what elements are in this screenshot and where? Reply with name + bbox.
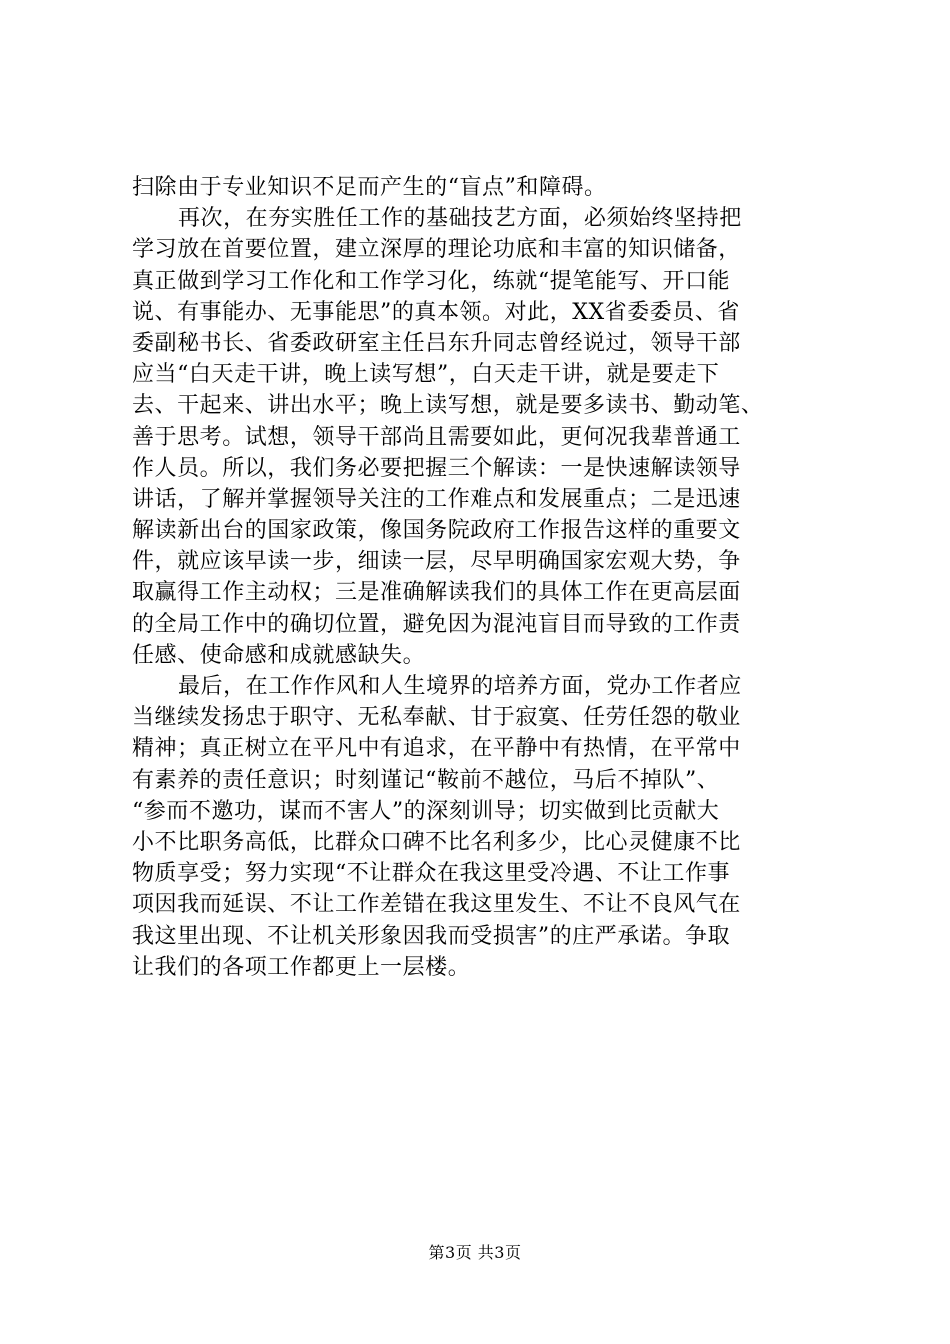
body-text bbox=[132, 172, 832, 983]
text-line: 再次，在夯实胜任工作的基础技艺方面，必须始终坚持把 bbox=[178, 206, 742, 232]
text-line: 让我们的各项工作都更上一层楼。 bbox=[132, 954, 471, 980]
text-line: 委副秘书长、省委政研室主任吕东升同志曾经说过，领导干部 bbox=[132, 330, 741, 356]
text-line: 项因我而延误、不让工作差错在我这里发生、不让不良风气在 bbox=[132, 892, 741, 918]
text-line: 任感、使命感和成就感缺失。 bbox=[132, 642, 426, 668]
page-footer: 第3页 共3页 bbox=[428, 1243, 522, 1262]
text-line: 真正做到学习工作化和工作学习化，练就“提笔能写、开口能 bbox=[132, 268, 731, 294]
text-line: 最后，在工作作风和人生境界的培养方面，党办工作者应 bbox=[178, 674, 742, 699]
text-line: 作人员。所以，我们务必要把握三个解读：一是快速解读领导 bbox=[132, 455, 741, 481]
text-line: 我这里出现、不让机关形象因我而受损害”的庄严承诺。争取 bbox=[132, 923, 731, 949]
text-line: 解读新出台的国家政策，像国务院政府工作报告这样的重要文 bbox=[132, 518, 741, 544]
text-line: 有素养的责任意识；时刻谨记“鞍前不越位，马后不掉队”、 bbox=[132, 767, 720, 793]
text-line: 小不比职务高低，比群众口碑不比名利多少，比心灵健康不比 bbox=[132, 829, 741, 855]
text-line: 的全局工作中的确切位置，避免因为混沌盲目而导致的工作责 bbox=[132, 611, 741, 637]
text-line: 物质享受；努力实现“不让群众在我这里受冷遇、不让工作事 bbox=[132, 861, 731, 887]
text-line: 去、干起来、讲出水平；晚上读写想，就是要多读书、勤动笔、 bbox=[132, 393, 764, 419]
text-line: 应当“白天走干讲，晚上读写想”，白天走干讲，就是要走下 bbox=[132, 362, 720, 388]
text-line: 件，就应该早读一步，细读一层，尽早明确国家宏观大势，争 bbox=[132, 549, 741, 575]
text-line: “参而不邀功，谋而不害人”的深刻训导；切实做到比贡献大 bbox=[132, 798, 720, 824]
text-line: 说、有事能办、无事能思”的真本领。对此，XX省委委员、省 bbox=[132, 299, 740, 325]
text-line: 精神；真正树立在平凡中有追求，在平静中有热情，在平常中 bbox=[132, 736, 741, 762]
text-line: 善于思考。试想，领导干部尚且需要如此，更何况我辈普通工 bbox=[132, 424, 741, 450]
text-line: 讲话，了解并掌握领导关注的工作难点和发展重点；二是迅速 bbox=[132, 486, 741, 512]
text-line: 扫除由于专业知识不足而产生的“盲点”和障碍。 bbox=[132, 175, 607, 200]
text-line: 当继续发扬忠于职守、无私奉献、甘于寂寞、任劳任怨的敬业 bbox=[132, 705, 741, 731]
text-line: 学习放在首要位置，建立深厚的理论功底和丰富的知识储备， bbox=[132, 237, 741, 263]
text-line: 取赢得工作主动权；三是准确解读我们的具体工作在更高层面 bbox=[132, 580, 741, 606]
